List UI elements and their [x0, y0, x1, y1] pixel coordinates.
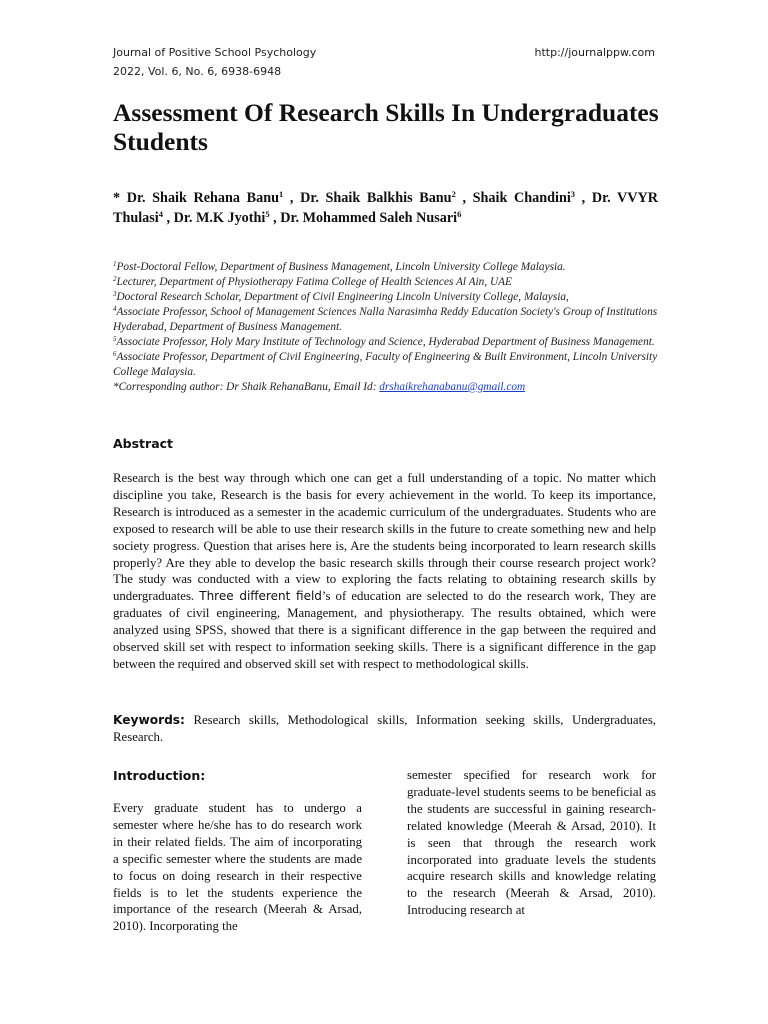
journal-name: Journal of Positive School Psychology — [113, 46, 317, 59]
journal-volume: 2022, Vol. 6, No. 6, 6938-6948 — [113, 65, 282, 78]
author-name: Shaik Chandini — [472, 190, 571, 206]
affiliation-text: Doctoral Research Scholar, Department of Civil Engineering Lincoln University College, Malaysia, — [116, 291, 569, 303]
author-separator: , — [163, 210, 174, 226]
introduction-column-left: Every graduate student has to undergo a semester where he/she has to do research work in their related fields. The aim of incorporating a specific semester where the students are made to focus on doing research in their respective fields is to let the students experience the importance of the research (Meerah & Arsad, 2010). Incorporating the — [113, 801, 362, 934]
affiliation-number: 3 — [113, 290, 117, 298]
keywords — [113, 712, 656, 746]
affiliation-item — [113, 335, 658, 350]
affiliation-number: 2 — [113, 275, 117, 283]
journal-url[interactable]: http://journalppw.com — [534, 46, 655, 59]
author-affiliation-mark: 1 — [279, 189, 284, 199]
corresponding-label: *Corresponding author: Dr Shaik RehanaBanu, Email Id: — [113, 381, 380, 393]
abstract-text — [113, 470, 656, 673]
abstract-text-field: Three different field — [199, 589, 322, 604]
author-affiliation-mark: 4 — [158, 209, 163, 219]
affiliation-number: 1 — [113, 260, 117, 268]
abstract-heading: Abstract — [113, 436, 174, 451]
author-affiliation-mark: 2 — [451, 189, 456, 199]
author-name: Dr. VVYR Thulasi — [113, 190, 659, 226]
affiliation-number: 6 — [113, 350, 117, 358]
introduction-heading: Introduction: — [113, 768, 206, 783]
affiliation-item — [113, 290, 658, 305]
keywords-text: Research skills, Methodological skills, Information seeking skills, Undergraduates, Research. — [113, 713, 656, 744]
author-separator: , — [575, 190, 592, 206]
affiliation-text: Post-Doctoral Fellow, Department of Business Management, Lincoln University College Malaysia. — [116, 261, 566, 273]
affiliation-text: Associate Professor, School of Management Sciences Nalla Narasimha Reddy Education Society's Group of Institutions Hyderabad, Department of Business Management. — [113, 306, 658, 333]
affiliation-item — [113, 275, 658, 290]
author-list — [113, 188, 658, 228]
affiliation-item — [113, 260, 658, 275]
affiliation-number: 4 — [113, 305, 117, 313]
affiliations — [113, 260, 658, 395]
author-name: Dr. Shaik Balkhis Banu — [300, 190, 452, 206]
introduction-column-right: semester specified for research work for graduate-level students seems to be beneficial as the students are successful in gaining research-related knowledge (Meerah & Arsad, 2010). It is seen that through the research work incorporated into graduate levels the students acquire research skills and knowledge relating to the research (Meerah & Arsad, 2010). Introducing research at — [407, 768, 656, 918]
keywords-label: Keywords: — [113, 713, 185, 727]
abstract-text-part: ’s of education are selected to do the research work, They are graduates of civil engineering, Management, and physiotherapy. The results obtained, which were analyzed using SPSS, showed that there is a significant difference in the gap between the required and observed skill set with respect to information seeking skills. There is a significant difference in the gap between the required and observed skill set with respect to methodological skills. — [113, 589, 657, 671]
author-name: Dr. Mohammed Saleh Nusari — [280, 210, 458, 226]
affiliation-text: Lecturer, Department of Physiotherapy Fatima College of Health Sciences Al Ain, UAE — [116, 276, 512, 288]
corresponding-author — [113, 380, 658, 395]
email-link[interactable]: drshaikrehanabanu@gmail.com — [379, 381, 526, 393]
author-separator: , — [269, 210, 281, 226]
author-name: * Dr. Shaik Rehana Banu — [113, 190, 279, 206]
author-separator: , — [455, 190, 473, 206]
author-affiliation-mark: 6 — [457, 209, 462, 219]
author-separator: , — [283, 190, 301, 206]
affiliation-text: Associate Professor, Holy Mary Institute of Technology and Science, Hyderabad Department of Business Management. — [116, 336, 655, 348]
abstract-text-part: Research is the best way through which one can get a full understanding of a topic. No matter which discipline you take, Research is the basis for every achievement in the world. To keep its importance, Research is introduced as a semester in the academic curriculum of the undergraduates. Students who are exposed to research will be able to use their research skills in the future to create something new and help society progress. Question that arises here is, Are the students being incorporated to learn research skills properly? Are they able to develop the basic research skills through their course research project work? The study was conducted with a view to exploring the facts relating to obtaining research skills by undergraduates. — [113, 471, 656, 604]
paper-title: Assessment Of Research Skills In Undergraduates Students — [113, 98, 659, 156]
author-name: Dr. M.K Jyothi — [173, 210, 266, 226]
affiliation-number: 5 — [113, 335, 117, 343]
affiliation-item — [113, 350, 658, 380]
author-affiliation-mark: 5 — [265, 209, 270, 219]
affiliation-text: Associate Professor, Department of Civil Engineering, Faculty of Engineering & Built Environment, Lincoln University College Malaysia. — [113, 351, 658, 378]
affiliation-item — [113, 305, 658, 335]
author-affiliation-mark: 3 — [570, 189, 576, 199]
